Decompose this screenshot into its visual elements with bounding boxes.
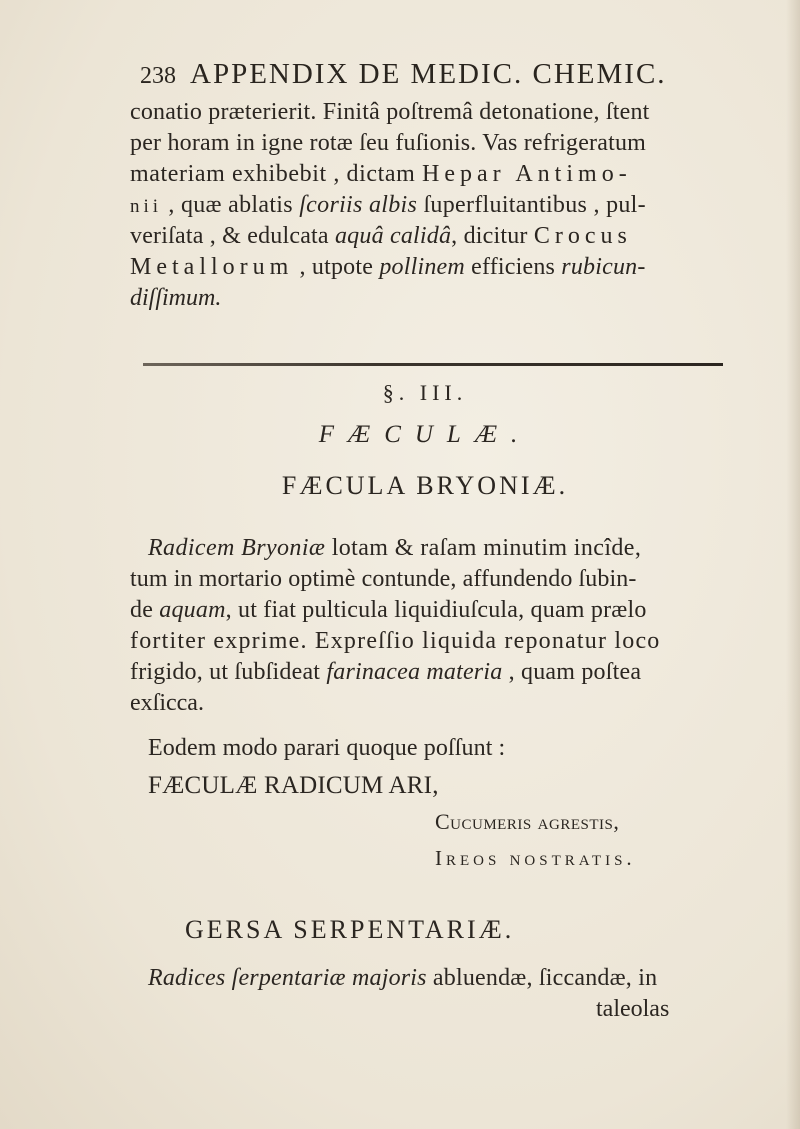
para1-line-7 [130, 283, 221, 313]
para2-line-1-text: lotam & raſam minutim incîde, [325, 535, 642, 561]
para1-line-3-text: materiam exhibebit , dictam [130, 161, 423, 187]
para2-line-1 [148, 533, 641, 563]
para1-line-5-text-a: veriſata , & edulcata [130, 223, 335, 249]
dissimum: diſſimum. [130, 285, 222, 311]
list-item-ireos: Ireos nostratis. [435, 846, 636, 870]
para1-line-2: per horam in igne rotæ ſeu fuſionis. Vas refrigeratum [130, 130, 647, 156]
para1-line-3 [130, 159, 632, 189]
para2-line-7: Eodem modo parari quoque poſſunt : [148, 735, 506, 761]
para3-line-1-text: abluendæ, ſiccandæ, in [426, 965, 658, 991]
radices-serpentariae: Radices ſerpentariæ majoris [148, 965, 427, 991]
para3-line-2: taleolas [596, 996, 670, 1022]
metallorum: Metallorum [130, 254, 294, 280]
para2-line-5-text-a: frigido, ut ſubſideat [130, 659, 327, 685]
heading-gersa-serpentariae: GERSA SERPENTARIÆ. [185, 915, 515, 944]
crocus: Crocus [533, 223, 632, 249]
radicem-bryoniae: Radicem Bryoniæ [148, 535, 326, 561]
rubicun: rubicun- [561, 254, 646, 280]
section-rule [143, 363, 723, 366]
para2-line-4: fortiter exprime. Expreſſio liquida reponatur loco [130, 628, 661, 654]
running-head [140, 58, 720, 91]
heading-faecula-bryoniae: FÆCULA BRYONIÆ. [281, 471, 569, 500]
para1-line-1: conatio præterierit. Finitâ poſtremâ detonatione, ſtent [130, 99, 650, 125]
page-number: 238 [140, 63, 176, 89]
farinacea-materia: farinacea materia [326, 659, 503, 685]
para1-line-6-text-b: efficiens [464, 254, 562, 280]
para2-line-5-text-b: , quam poſtea [502, 659, 642, 685]
aqua-calida: aquâ calidâ [334, 223, 452, 249]
para1-line-4 [130, 190, 646, 222]
hepar-antimonii-part1: Hepar Antimo- [422, 161, 632, 187]
para1-line-4-text-b: ſuperfluitantibus , pul- [417, 192, 646, 218]
section-italic-title: FÆCULÆ. [318, 421, 532, 448]
para3-line-1 [148, 963, 657, 993]
para1-line-6 [130, 252, 646, 282]
para1-line-4-text-a: , quæ ablatis [162, 192, 300, 218]
para2-line-3 [130, 595, 647, 625]
list-item-radicum-ari: FÆCULÆ RADICUM ARI, [148, 772, 439, 799]
para1-line-5 [130, 221, 632, 251]
list-item-cucumeris: Cucumeris agrestis, [435, 809, 620, 834]
section-number: §. III. [382, 380, 468, 405]
hepar-antimonii-part2: nii [130, 196, 163, 217]
para2-line-3-text-a: de [130, 597, 160, 623]
para2-line-6: exſicca. [130, 690, 204, 716]
para1-line-6-text-a: , utpote [293, 254, 380, 280]
para2-line-2: tum in mortario optimè contunde, affundendo ſubin- [130, 566, 637, 592]
scoriis-albis: ſcoriis albis [299, 192, 418, 218]
pollinem: pollinem [379, 254, 465, 280]
para1-line-5-text-b: , dicitur [451, 223, 534, 249]
running-title: APPENDIX DE MEDIC. CHEMIC. [190, 58, 667, 90]
para2-line-5 [130, 657, 641, 687]
para2-line-3-text-b: , ut fiat pulticula liquidiuſcula, quam prælo [225, 597, 647, 623]
page-edge-shadow [786, 0, 800, 1129]
aquam: aquam [159, 597, 226, 623]
